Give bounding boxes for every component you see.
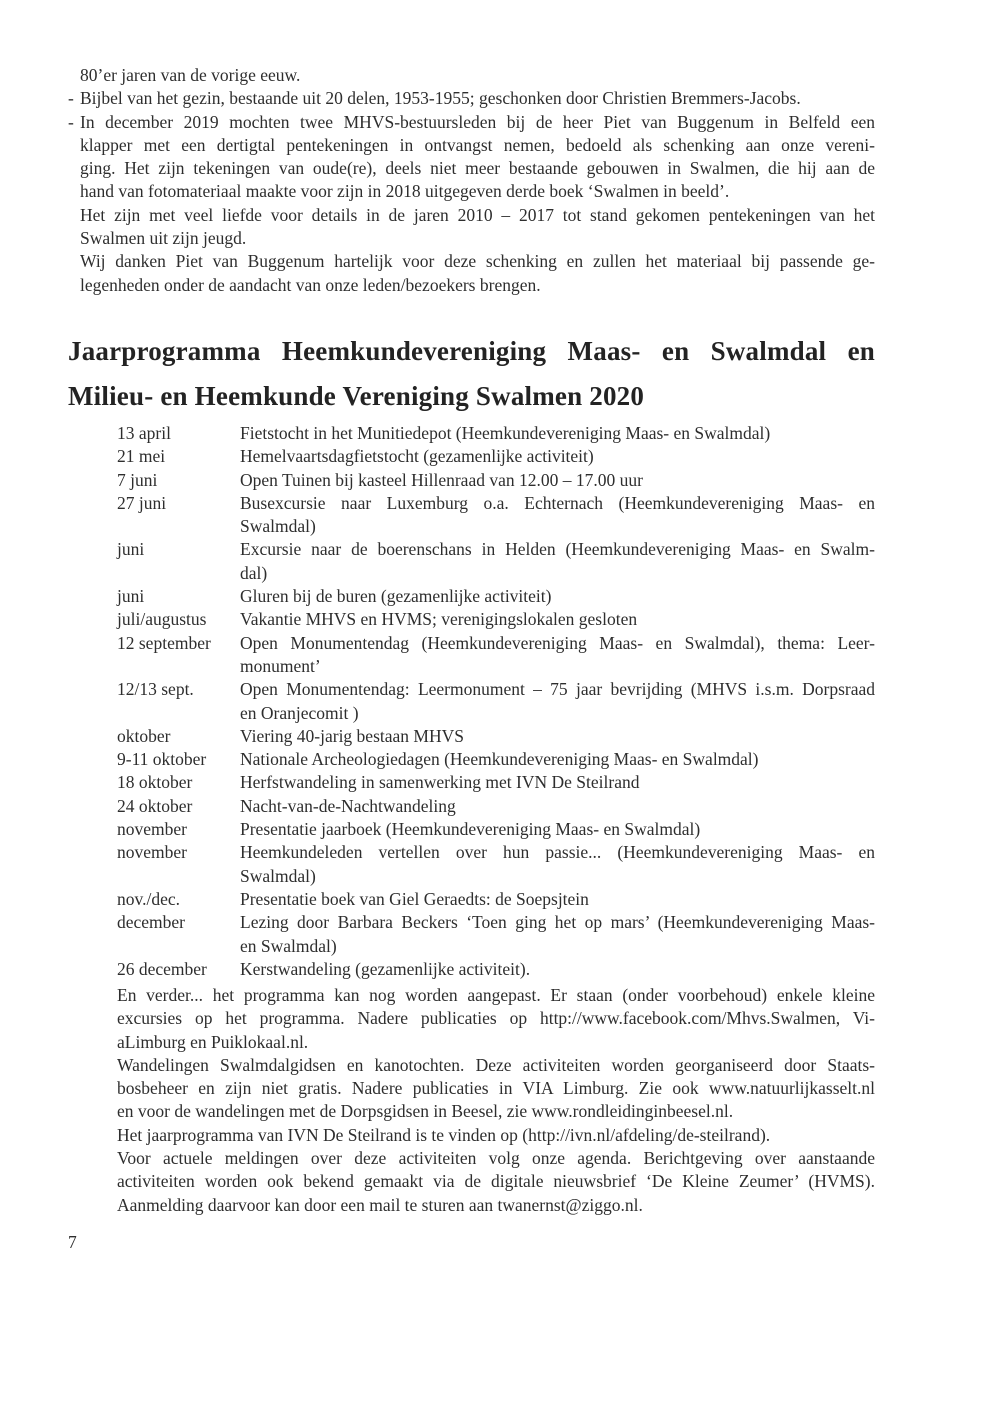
text-line: aLimburg en Puiklokaal.nl. bbox=[117, 1031, 309, 1052]
section-heading bbox=[68, 329, 875, 419]
intro-section bbox=[68, 64, 875, 297]
text-line: Aanmelding daarvoor kan door een mail te sturen aan twanernst@ziggo.nl. bbox=[117, 1194, 643, 1215]
schedule-row bbox=[117, 771, 875, 794]
schedule-date: 27 juni bbox=[117, 492, 167, 513]
schedule-description bbox=[240, 608, 875, 631]
schedule-row bbox=[117, 608, 875, 631]
text-line: In december 2019 mochten twee MHVS-bestuursleden bij de heer Piet van Buggenum in Belfeld een bbox=[80, 111, 875, 132]
schedule-description bbox=[240, 469, 875, 492]
text-line: Swalmen uit zijn jeugd. bbox=[80, 228, 247, 249]
schedule-description bbox=[240, 888, 875, 911]
schedule-row bbox=[117, 795, 875, 818]
schedule-description bbox=[240, 632, 875, 679]
text-line: Excursie naar de boerenschans in Helden (Heemkundevereniging Maas- en Swalm- bbox=[240, 539, 875, 560]
text-line: Open Monumentendag: Leermonument – 75 jaar bevrijding (MHVS i.s.m. Dorpsraad bbox=[240, 679, 875, 700]
schedule-description bbox=[240, 795, 875, 818]
list-item-dash: - bbox=[68, 111, 74, 132]
text-line: Wij danken Piet van Buggenum hartelijk voor deze schenking en zullen het materiaal bij passende ge- bbox=[80, 251, 875, 272]
schedule-date: 12 september bbox=[117, 632, 211, 653]
schedule-date: oktober bbox=[117, 725, 171, 746]
list-item-text bbox=[80, 64, 875, 87]
schedule-date: 18 oktober bbox=[117, 772, 193, 793]
schedule-date: 21 mei bbox=[117, 446, 166, 467]
schedule-row bbox=[117, 538, 875, 585]
text-line: Het jaarprogramma van IVN De Steilrand is te vinden op (http://ivn.nl/afdeling/de-steilrand). bbox=[117, 1124, 771, 1145]
schedule-description bbox=[240, 911, 875, 958]
schedule-description bbox=[240, 538, 875, 585]
schedule-date: 7 juni bbox=[117, 469, 158, 490]
text-line: en Oranjecomit ) bbox=[240, 702, 359, 723]
text-line: bosbeheer en zijn niet gratis. Nadere publicaties in VIA Limburg. Zie ook www.natuurlijkasselt.nl bbox=[117, 1078, 875, 1099]
text-line: Kerstwandeling (gezamenlijke activiteit). bbox=[240, 958, 531, 979]
list-item bbox=[68, 250, 875, 297]
text-line: ging. Het zijn tekeningen van oude(re), deels niet meer bestaande gebouwen in Swalmen, die hij aan de bbox=[80, 158, 875, 179]
text-line: activiteiten worden ook bekend gemaakt via de digitale nieuwsbrief ‘De Kleine Zeumer’ (HVMS). bbox=[117, 1171, 875, 1192]
schedule-description bbox=[240, 492, 875, 539]
schedule-date: juli/augustus bbox=[117, 609, 207, 630]
text-line: Gluren bij de buren (gezamenlijke activiteit) bbox=[240, 586, 552, 607]
schedule-date: december bbox=[117, 912, 186, 933]
list-item-dash bbox=[68, 64, 80, 87]
schedule-row bbox=[117, 469, 875, 492]
text-line: excursies op het programma. Nadere publicaties op http://www.facebook.com/Mhvs.Swalmen, Vi- bbox=[117, 1008, 875, 1029]
schedule-row bbox=[117, 748, 875, 771]
text-line: Hemelvaartsdagfietstocht (gezamenlijke activiteit) bbox=[240, 446, 594, 467]
text-line: Voor actuele meldingen over deze activiteiten volg onze agenda. Berichtgeving over aanstaande bbox=[117, 1148, 875, 1169]
list-item-text bbox=[80, 111, 875, 204]
schedule-description bbox=[240, 725, 875, 748]
text-line: Herfstwandeling in samenwerking met IVN De Steilrand bbox=[240, 772, 640, 793]
schedule-description bbox=[240, 958, 875, 981]
schedule-date: 24 oktober bbox=[117, 795, 193, 816]
closing-paragraph bbox=[117, 1124, 875, 1147]
text-line: En verder... het programma kan nog worden aangepast. Er staan (onder voorbehoud) enkele kleine bbox=[117, 985, 875, 1005]
list-item-text bbox=[80, 250, 875, 297]
list-item-text bbox=[80, 87, 875, 110]
text-line: Open Tuinen bij kasteel Hillenraad van 12.00 – 17.00 uur bbox=[240, 469, 643, 490]
closing-paragraph bbox=[117, 1054, 875, 1124]
page-number: 7 bbox=[68, 1232, 77, 1252]
schedule-row bbox=[117, 422, 875, 445]
schedule-row bbox=[117, 888, 875, 911]
text-line: Milieu- en Heemkunde Vereniging Swalmen 2020 bbox=[68, 381, 645, 411]
text-line: Nationale Archeologiedagen (Heemkundevereniging Maas- en Swalmdal) bbox=[240, 749, 759, 770]
text-line: en voor de wandelingen met de Dorpsgidsen in Beesel, zie www.rondleidinginbeesel.nl. bbox=[117, 1101, 734, 1122]
list-item bbox=[68, 204, 875, 251]
closing-paragraph bbox=[117, 1147, 875, 1217]
schedule-row bbox=[117, 725, 875, 748]
schedule-row bbox=[117, 958, 875, 981]
text-line: Open Monumentendag (Heemkundevereniging Maas- en Swalmdal), thema: Leer- bbox=[240, 632, 875, 653]
text-line: monument’ bbox=[240, 655, 321, 676]
schedule-date: 13 april bbox=[117, 423, 171, 443]
text-line: Bijbel van het gezin, bestaande uit 20 delen, 1953-1955; geschonken door Christien Bremmers-Jacobs. bbox=[80, 88, 801, 109]
schedule-row bbox=[117, 818, 875, 841]
schedule-date: 9-11 oktober bbox=[117, 749, 207, 770]
text-line: Presentatie jaarboek (Heemkundevereniging Maas- en Swalmdal) bbox=[240, 819, 701, 840]
text-line: 80’er jaren van de vorige eeuw. bbox=[80, 65, 301, 85]
schedule-row bbox=[117, 632, 875, 679]
text-line: Swalmdal) bbox=[240, 516, 316, 537]
text-line: hand van fotomateriaal maakte voor zijn in 2018 uitgegeven derde boek ‘Swalmen in beeld’. bbox=[80, 181, 730, 202]
list-item bbox=[68, 64, 875, 87]
schedule-date: nov./dec. bbox=[117, 888, 181, 909]
schedule-date: november bbox=[117, 842, 187, 863]
program-schedule bbox=[117, 422, 875, 981]
schedule-date: juni bbox=[117, 586, 145, 607]
text-line: dal) bbox=[240, 562, 268, 583]
text-line: Nacht-van-de-Nachtwandeling bbox=[240, 795, 456, 816]
text-line: legenheden onder de aandacht van onze leden/bezoekers brengen. bbox=[80, 274, 541, 295]
schedule-description bbox=[240, 748, 875, 771]
text-line: Busexcursie naar Luxemburg o.a. Echternach (Heemkundevereniging Maas- en bbox=[240, 492, 875, 513]
schedule-description bbox=[240, 445, 875, 468]
closing-paragraph bbox=[117, 984, 875, 1054]
text-line: klapper met een dertigtal pentekeningen in ontvangst nemen, bedoeld als schenking aan onze vereni- bbox=[80, 134, 875, 155]
schedule-row bbox=[117, 492, 875, 539]
text-line: Jaarprogramma Heemkundevereniging Maas- en Swalmdal en bbox=[68, 336, 875, 366]
schedule-description bbox=[240, 422, 875, 445]
text-line: Heemkundeleden vertellen over hun passie... (Heemkundevereniging Maas- en bbox=[240, 842, 875, 863]
text-line: Fietstocht in het Munitiedepot (Heemkundevereniging Maas- en Swalmdal) bbox=[240, 423, 771, 443]
schedule-description bbox=[240, 678, 875, 725]
schedule-description bbox=[240, 841, 875, 888]
list-item-dash: - bbox=[68, 88, 74, 109]
text-line: en Swalmdal) bbox=[240, 935, 337, 956]
list-item bbox=[68, 87, 875, 110]
schedule-description bbox=[240, 818, 875, 841]
list-item bbox=[68, 111, 875, 204]
schedule-date: 12/13 sept. bbox=[117, 679, 194, 700]
schedule-date: juni bbox=[117, 539, 145, 560]
schedule-row bbox=[117, 585, 875, 608]
schedule-date: 26 december bbox=[117, 958, 207, 979]
list-item-text bbox=[80, 204, 875, 251]
text-line: Presentatie boek van Giel Geraedts: de Soepsjtein bbox=[240, 888, 589, 909]
list-item-dash bbox=[68, 204, 80, 251]
schedule-date: november bbox=[117, 819, 187, 840]
schedule-description bbox=[240, 771, 875, 794]
text-line: Vakantie MHVS en HVMS; verenigingslokalen gesloten bbox=[240, 609, 638, 630]
schedule-row bbox=[117, 445, 875, 468]
closing-section bbox=[117, 984, 875, 1217]
schedule-row bbox=[117, 841, 875, 888]
text-line: Het zijn met veel liefde voor details in de jaren 2010 – 2017 tot stand gekomen pentekeningen van het bbox=[80, 204, 875, 225]
schedule-description bbox=[240, 585, 875, 608]
schedule-row bbox=[117, 678, 875, 725]
list-item-dash bbox=[68, 250, 80, 297]
schedule-row bbox=[117, 911, 875, 958]
text-line: Viering 40-jarig bestaan MHVS bbox=[240, 725, 464, 746]
text-line: Wandelingen Swalmdalgidsen en kanotochten. Deze activiteiten worden georganiseerd door Staats- bbox=[117, 1054, 875, 1075]
text-line: Swalmdal) bbox=[240, 865, 316, 886]
text-line: Lezing door Barbara Beckers ‘Toen ging het op mars’ (Heemkundevereniging Maas- bbox=[240, 912, 875, 933]
